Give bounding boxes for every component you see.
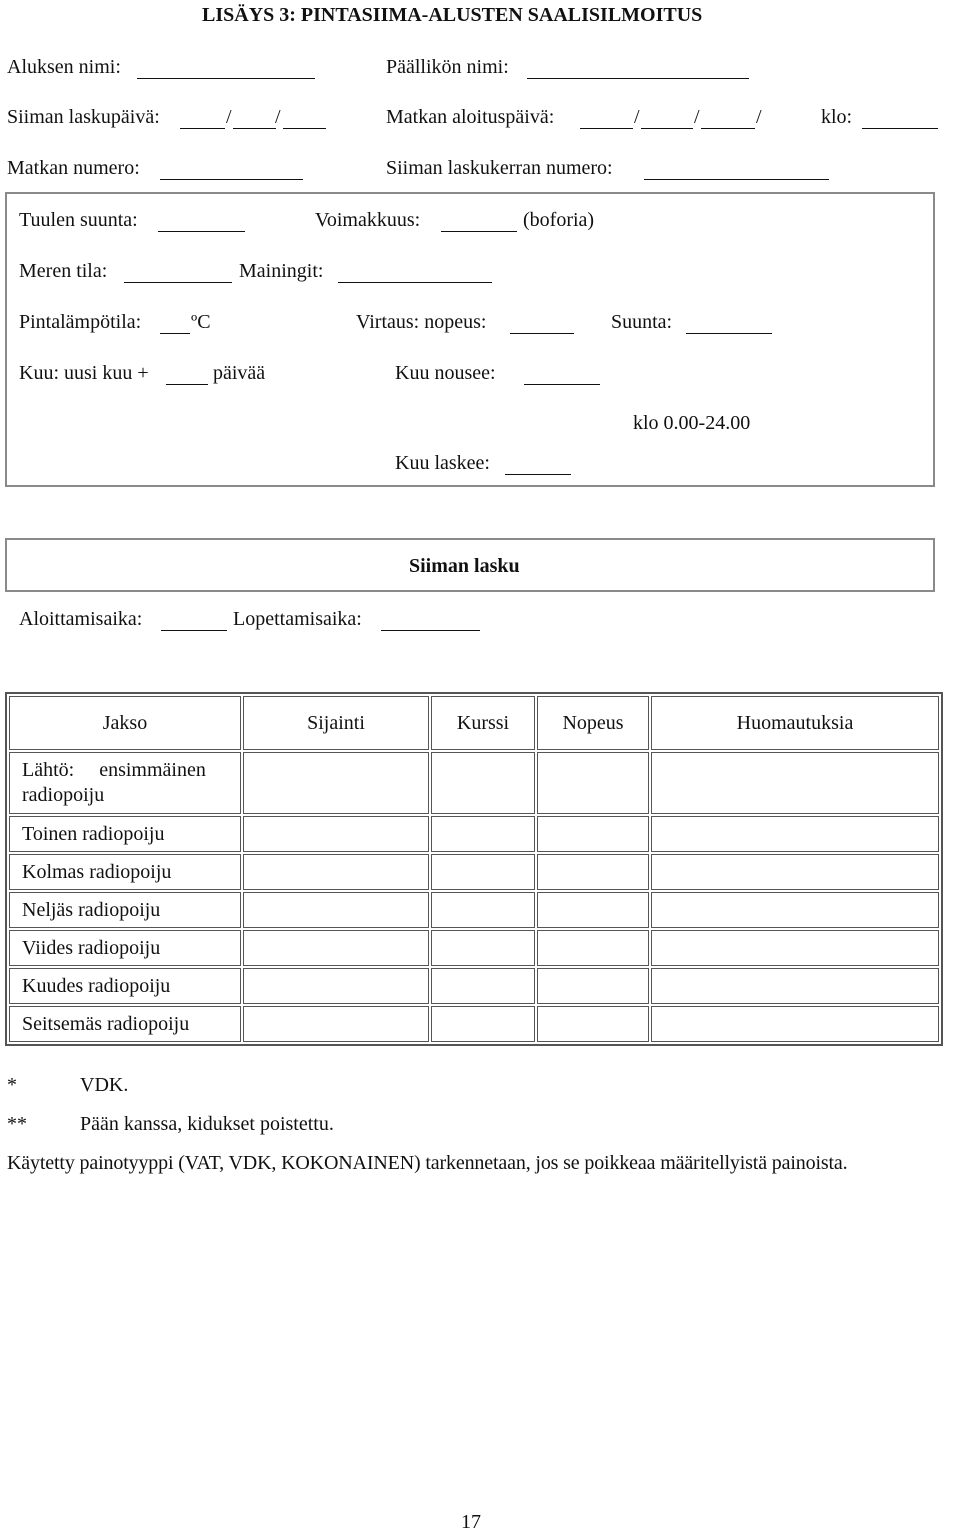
line-set-date-label: Siiman laskupäivä: [7,106,160,128]
speed-cell[interactable] [537,752,649,814]
course-cell[interactable] [431,752,535,814]
wind-direction-field[interactable] [158,231,245,232]
line-set-month-field[interactable] [233,128,276,129]
row-label: Toinen radiopoiju [9,816,241,852]
line-setting-title: Siiman lasku [409,555,520,577]
remarks-cell[interactable] [651,892,939,928]
set-number-label: Siiman laskukerran numero: [386,157,613,179]
row-label: Kolmas radiopoiju [9,854,241,890]
trip-start-day-field[interactable] [580,128,633,129]
moonrise-label: Kuu nousee: [395,362,496,384]
row-label: Neljäs radiopoiju [9,892,241,928]
date-separator: / [756,106,762,128]
moon-phase-label: Kuu: uusi kuu + [19,362,149,384]
sea-state-field[interactable] [124,282,232,283]
trip-number-field[interactable] [160,179,303,180]
column-header-speed: Nopeus [537,696,649,750]
current-direction-label: Suunta: [611,311,673,333]
remarks-cell[interactable] [651,816,939,852]
column-header-position: Sijainti [243,696,429,750]
form-title: LISÄYS 3: PINTASIIMA-ALUSTEN SAALISILMOITUS [202,4,703,26]
remarks-cell[interactable] [651,968,939,1004]
table-row [9,930,939,966]
footnote-2-text: Pään kanssa, kidukset poistettu. [80,1113,334,1135]
column-header-course: Kurssi [431,696,535,750]
captain-name-label: Päällikön nimi: [386,56,509,78]
table-row [9,892,939,928]
position-cell[interactable] [243,816,429,852]
page-number: 17 [461,1511,481,1533]
surface-temp-label: Pintalämpötila: [19,311,142,333]
table-row [9,1006,939,1042]
remarks-cell[interactable] [651,752,939,814]
conditions-box [5,192,935,487]
column-header-remarks: Huomautuksia [651,696,939,750]
speed-cell[interactable] [537,930,649,966]
remarks-cell[interactable] [651,1006,939,1042]
footnote-1-text: VDK. [80,1074,129,1096]
force-field[interactable] [441,231,517,232]
speed-cell[interactable] [537,892,649,928]
remarks-cell[interactable] [651,854,939,890]
position-cell[interactable] [243,892,429,928]
speed-cell[interactable] [537,854,649,890]
row-label: Seitsemäs radiopoiju [9,1006,241,1042]
trip-start-date-label: Matkan aloituspäivä: [386,106,555,128]
course-cell[interactable] [431,1006,535,1042]
trip-number-label: Matkan numero: [7,157,140,179]
time-range-note: klo 0.00-24.00 [633,412,751,434]
course-cell[interactable] [431,930,535,966]
moonset-label: Kuu laskee: [395,452,490,474]
speed-cell[interactable] [537,816,649,852]
date-separator: / [226,106,232,128]
line-set-day-field[interactable] [180,128,225,129]
end-time-field[interactable] [381,630,480,631]
speed-cell[interactable] [537,968,649,1004]
course-cell[interactable] [431,854,535,890]
set-number-field[interactable] [644,179,829,180]
table-row [9,816,939,852]
line-set-year-field[interactable] [283,128,326,129]
remarks-cell[interactable] [651,930,939,966]
moonrise-field[interactable] [524,384,600,385]
moonset-field[interactable] [505,474,571,475]
position-cell[interactable] [243,752,429,814]
start-time-label: Aloittamisaika: [19,608,143,630]
date-separator: / [634,106,640,128]
trip-start-year-field[interactable] [701,128,755,129]
vessel-name-field[interactable] [137,78,315,79]
force-label: Voimakkuus: [315,209,421,231]
vessel-name-label: Aluksen nimi: [7,56,121,78]
trip-start-month-field[interactable] [641,128,693,129]
row-label: Lähtö: ensimmäinen radiopoiju [9,752,241,814]
table-row [9,854,939,890]
beaufort-unit: (boforia) [523,209,595,231]
weight-type-note: Käytetty painotyyppi (VAT, VDK, KOKONAINEN) tarkennetaan, jos se poikkeaa määritellyistä painoista. [7,1152,848,1174]
end-time-label: Lopettamisaika: [233,608,362,630]
table-header-row [9,696,939,750]
radio-buoy-table [5,692,943,1046]
moon-days-field[interactable] [166,384,208,385]
wind-direction-label: Tuulen suunta: [19,209,138,231]
sea-state-label: Meren tila: [19,260,108,282]
time-label: klo: [821,106,853,128]
speed-cell[interactable] [537,1006,649,1042]
column-header-period: Jakso [9,696,241,750]
course-cell[interactable] [431,968,535,1004]
captain-name-field[interactable] [527,78,749,79]
days-unit: päivää [213,362,266,384]
time-field[interactable] [862,128,938,129]
row-label: Kuudes radiopoiju [9,968,241,1004]
current-direction-field[interactable] [686,333,772,334]
footnote-1-mark: * [7,1074,17,1096]
surface-temp-field[interactable] [160,333,190,334]
swell-field[interactable] [338,282,492,283]
footnote-2-mark: ** [7,1113,27,1135]
start-time-field[interactable] [161,630,227,631]
course-cell[interactable] [431,892,535,928]
course-cell[interactable] [431,816,535,852]
position-cell[interactable] [243,854,429,890]
table-row [9,752,939,814]
degree-unit: ºC [191,311,211,333]
current-speed-label: Virtaus: nopeus: [356,311,487,333]
position-cell[interactable] [243,930,429,966]
swell-label: Mainingit: [239,260,324,282]
position-cell[interactable] [243,968,429,1004]
date-separator: / [275,106,281,128]
table-row [9,968,939,1004]
current-speed-field[interactable] [510,333,574,334]
row-label: Viides radiopoiju [9,930,241,966]
position-cell[interactable] [243,1006,429,1042]
date-separator: / [694,106,700,128]
